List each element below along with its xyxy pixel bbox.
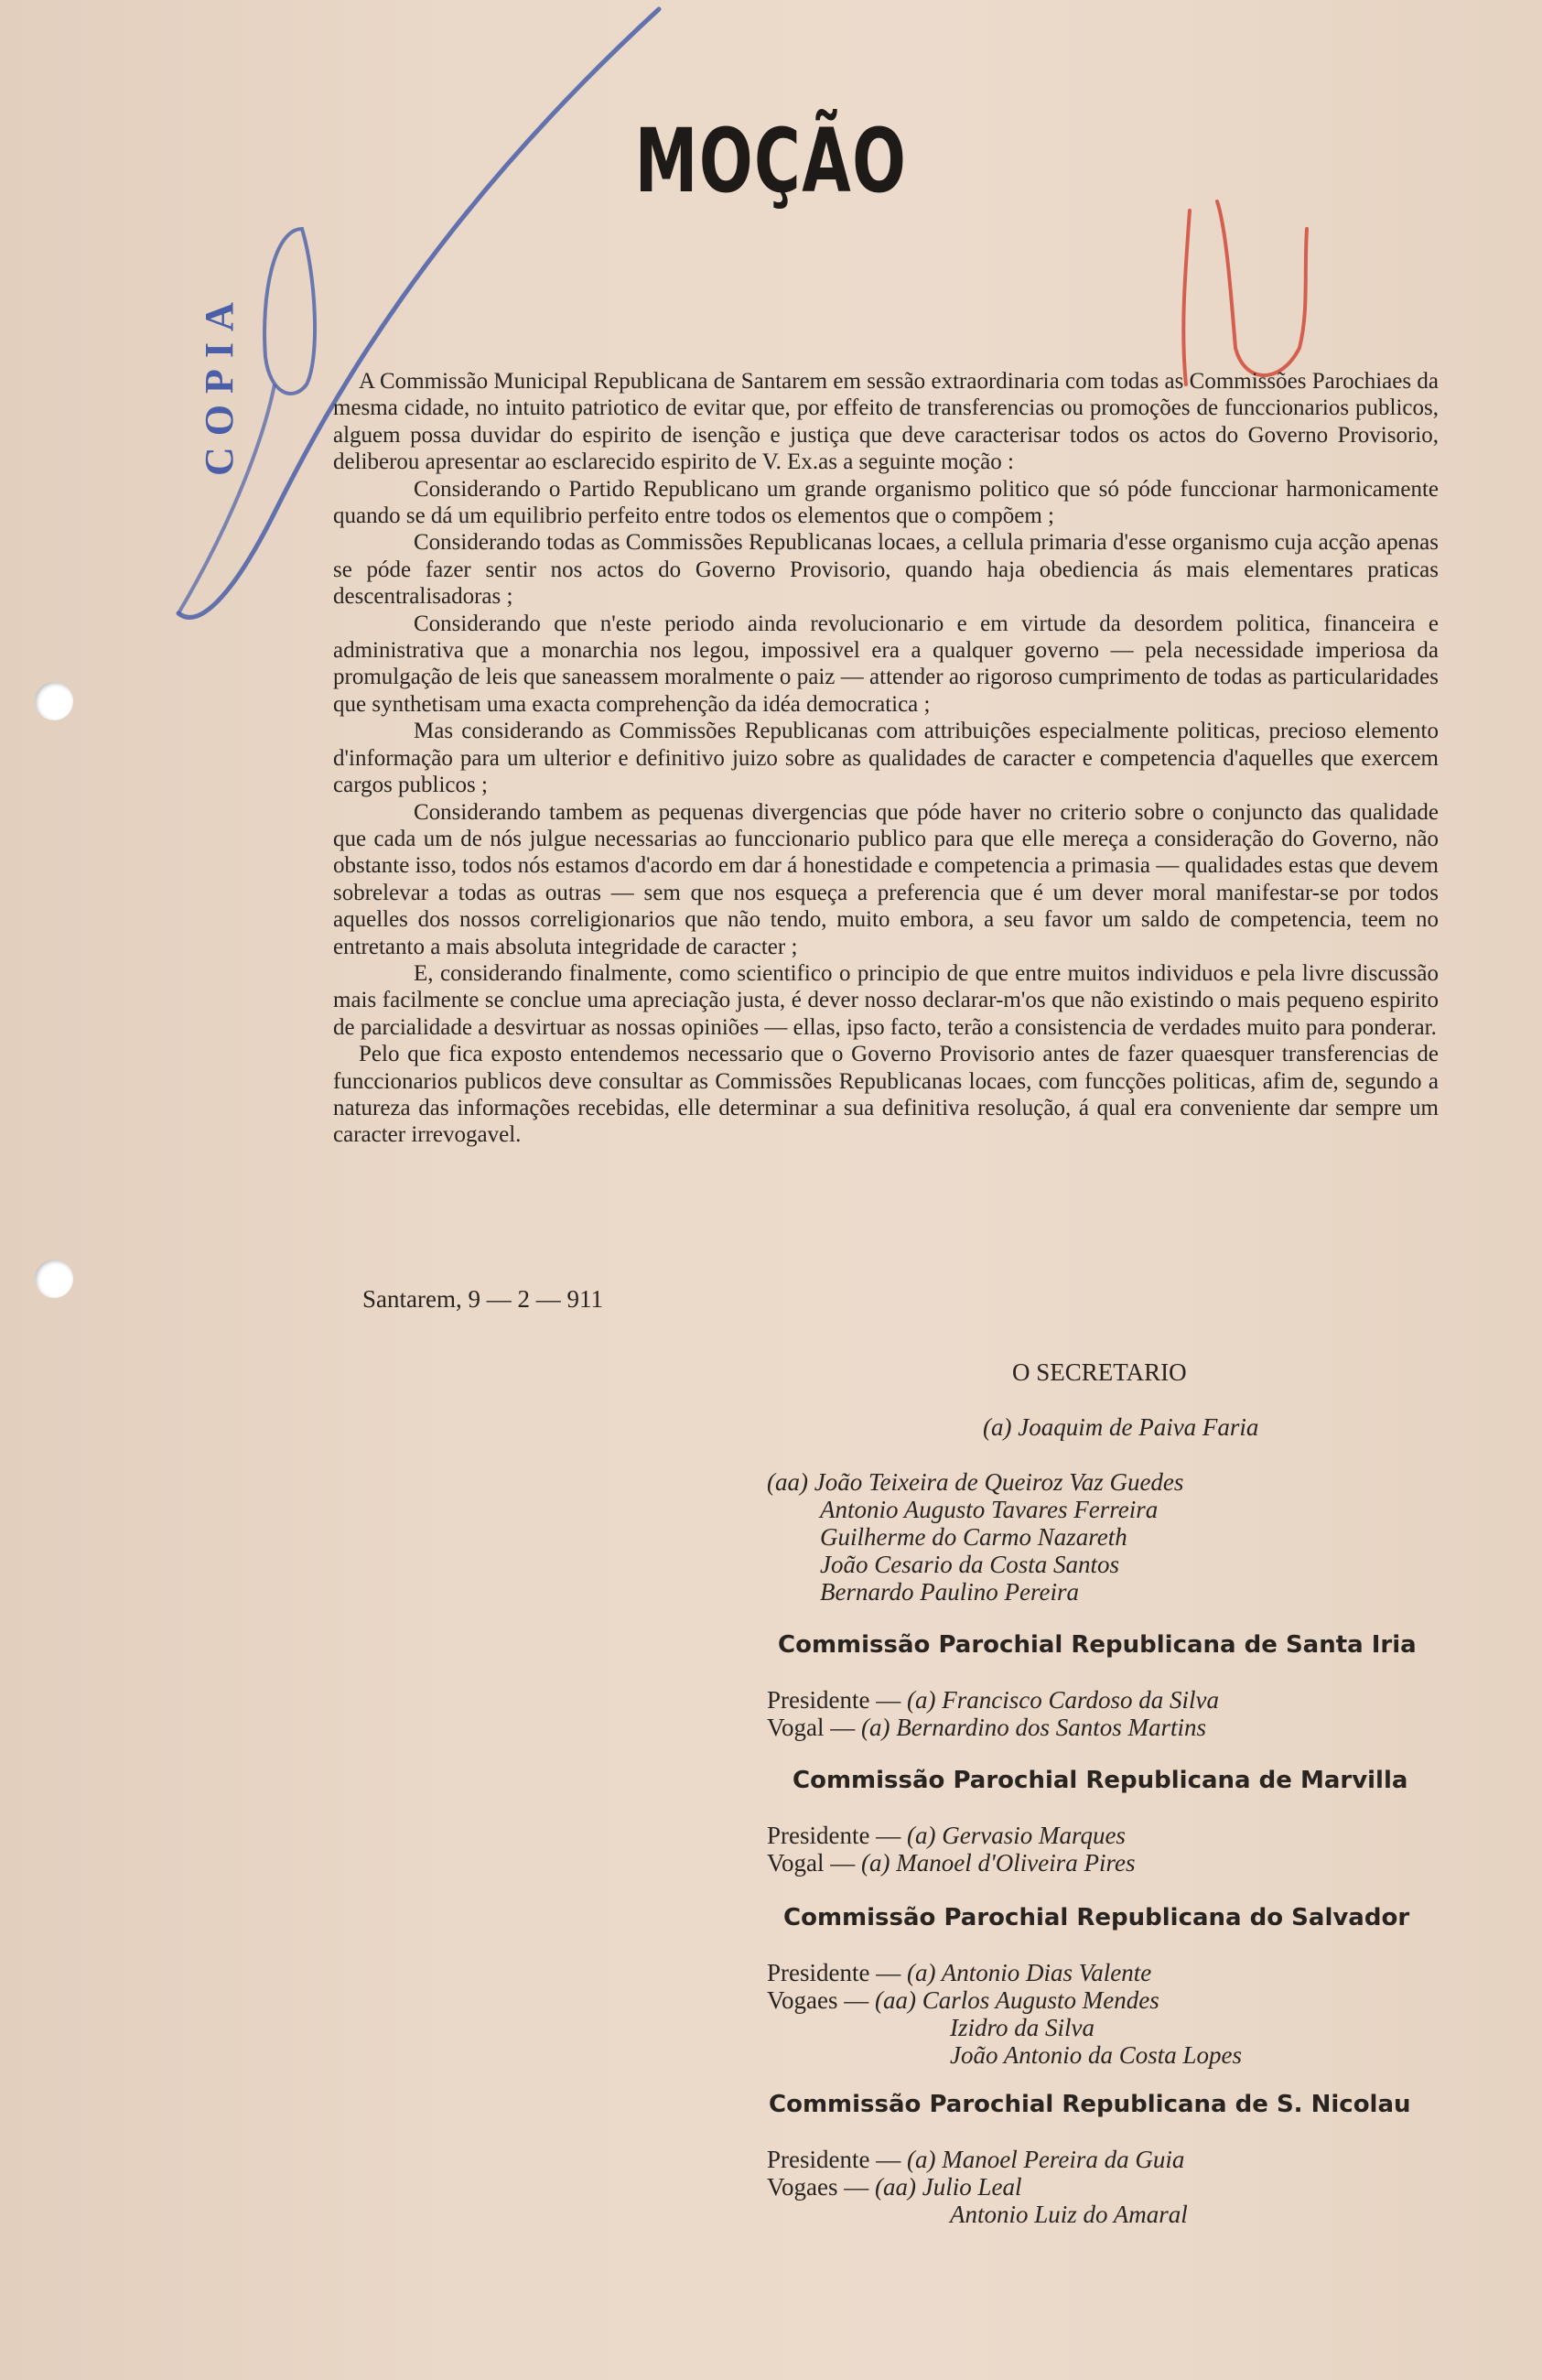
commission-line — [767, 1822, 1126, 1850]
signature-name: (a) Francisco Cardoso da Silva — [906, 1686, 1219, 1714]
paragraph: Mas considerando as Commissões Republicanas com attribuições especialmente politicas, precioso elemento d'informação para um ulterior e definitivo juizo sobre as qualidades de caracter e competencia d'aquelles que exercem cargos publicos ; — [333, 719, 1439, 798]
motion-body — [333, 368, 1439, 1149]
signature-name: João Antonio da Costa Lopes — [950, 2041, 1243, 2069]
commission-heading: Commissão Parochial Republicana de S. Nicolau — [769, 2091, 1411, 2118]
signature-name: (aa) Carlos Augusto Mendes — [875, 1986, 1159, 2014]
member-signature: (aa) João Teixeira de Queiroz Vaz Guedes — [767, 1468, 1184, 1496]
role-label: Vogal — — [767, 1714, 862, 1741]
paragraph: A Commissão Municipal Republicana de Santarem em sessão extraordinaria com todas as Commissões Parochiaes da mesma cidade, no intuito patriotico de evitar que, por effeito de transferencias ou promoções de funccionarios publicos, alguem possa duvidar do espirito de isenção e justiça que deve caracterisar todos os actos do Governo Provisorio, deliberou apresentar ao esclarecido espirito de V. Ex.as a seguinte moção : — [333, 369, 1439, 475]
secretario-signature: (a) Joaquim de Paiva Faria — [983, 1413, 1259, 1441]
commission-line — [767, 2146, 1184, 2174]
commission-heading: Commissão Parochial Republicana do Salvador — [783, 1904, 1410, 1931]
place-date: Santarem, 9 — 2 — 911 — [362, 1285, 603, 1313]
secretario-label: O SECRETARIO — [1012, 1358, 1187, 1386]
role-label: Presidente — — [767, 1686, 907, 1714]
signature-name: (aa) Julio Leal — [875, 2173, 1022, 2201]
signature-name: (a) Manoel Pereira da Guia — [906, 2146, 1185, 2173]
commission-line — [767, 1986, 1159, 2015]
signature-name: Izidro da Silva — [950, 2014, 1094, 2041]
commission-heading: Commissão Parochial Republicana de Marvilla — [793, 1767, 1408, 1794]
role-label: Presidente — — [767, 1822, 907, 1849]
paragraph: E, considerando finalmente, como scientifico o principio de que entre muitos individuos e pela livre discussão mais facilmente se conclue uma apreciação justa, é dever nosso declarar-m'os que não existindo o mais pequeno espirito de parcialidade a desvirtuar as nossas opiniões — ellas, ipso facto, terão a consistencia de verdades muito para ponderar. — [333, 960, 1439, 1040]
role-label: Vogaes — — [767, 1986, 875, 2014]
commission-line — [767, 1714, 1206, 1742]
signature-name: (a) Gervasio Marques — [906, 1822, 1126, 1849]
paragraph: Pelo que fica exposto entendemos necessario que o Governo Provisorio antes de fazer quaesquer transferencias de funccionarios publicos deve consultar as Commissões Republicanas locaes, com funcções politicas, afim de, segundo a natureza das informações recebidas, elle determinar a sua definitiva resolução, á qual era conveniente dar sempre um caracter irrevogavel. — [333, 1042, 1439, 1148]
role-label: Presidente — — [767, 1959, 907, 1986]
commission-line — [767, 2173, 1021, 2202]
member-signature: Guilherme do Carmo Nazareth — [820, 1523, 1127, 1551]
member-signature: Antonio Augusto Tavares Ferreira — [820, 1496, 1159, 1523]
paragraph: Considerando tambem as pequenas divergencias que póde haver no criterio sobre o conjuncto das qualidade que cada um de nós julgue necessarias ao funccionario publico para que elle mereça a consideração do Governo, não obstante isso, todos nós estamos d'acordo em dar á honestidade e competencia a primasia — qualidades estas que devem sobrelevar a todas as outras — sem que nos esqueça a preferencia que é um dever moral manifestar-se por todos aquelles dos nossos correligionarios que não tendo, muito embora, a seu favor um saldo de competencia, teem no entretanto a mais absoluta integridade de caracter ; — [333, 799, 1439, 959]
commission-line — [767, 1849, 1135, 1877]
document-title: MOÇÃO — [634, 110, 908, 212]
blue-loop-mark — [264, 229, 315, 394]
paragraph: Considerando que n'este periodo ainda revolucionario e em virtude da desordem politica, financeira e administrativa que a monarchia nos legou, impossivel era a qualquer governo — pela necessidade imperiosa da promulgação de leis que saneassem moralmente o paiz — attender ao rigoroso cumprimento de todas as particularidades que synthetisam uma exacta comprehenção da idéa democratica ; — [333, 611, 1439, 717]
copia-stamp: COPIA — [197, 291, 242, 476]
commission-line — [767, 1959, 1151, 1987]
red-number-mark — [1183, 201, 1307, 384]
commission-heading: Commissão Parochial Republicana de Santa Iria — [778, 1631, 1417, 1659]
signature-name: (a) Manoel d'Oliveira Pires — [861, 1849, 1136, 1877]
paragraph: Considerando o Partido Republicano um grande organismo politico que só póde funccionar harmonicamente quando se dá um equilibrio perfeito entre todos os elementos que o compõem ; — [333, 476, 1439, 529]
role-label: Vogaes — — [767, 2173, 875, 2201]
role-label: Vogal — — [767, 1849, 862, 1877]
member-signature: Bernardo Paulino Pereira — [820, 1578, 1079, 1606]
member-signature: João Cesario da Costa Santos — [820, 1551, 1120, 1578]
signature-name: (a) Antonio Dias Valente — [906, 1959, 1152, 1986]
commission-line — [767, 1686, 1219, 1715]
signature-name: (a) Bernardino dos Santos Martins — [861, 1714, 1207, 1741]
paragraph: Considerando todas as Commissões Republicanas locaes, a cellula primaria d'esse organismo cuja acção apenas se póde fazer sentir nos actos do Governo Provisorio, quando haja obediencia ás mais elementares praticas descentralisadoras ; — [333, 530, 1439, 610]
role-label: Presidente — — [767, 2146, 907, 2173]
signature-name: Antonio Luiz do Amaral — [950, 2201, 1188, 2228]
